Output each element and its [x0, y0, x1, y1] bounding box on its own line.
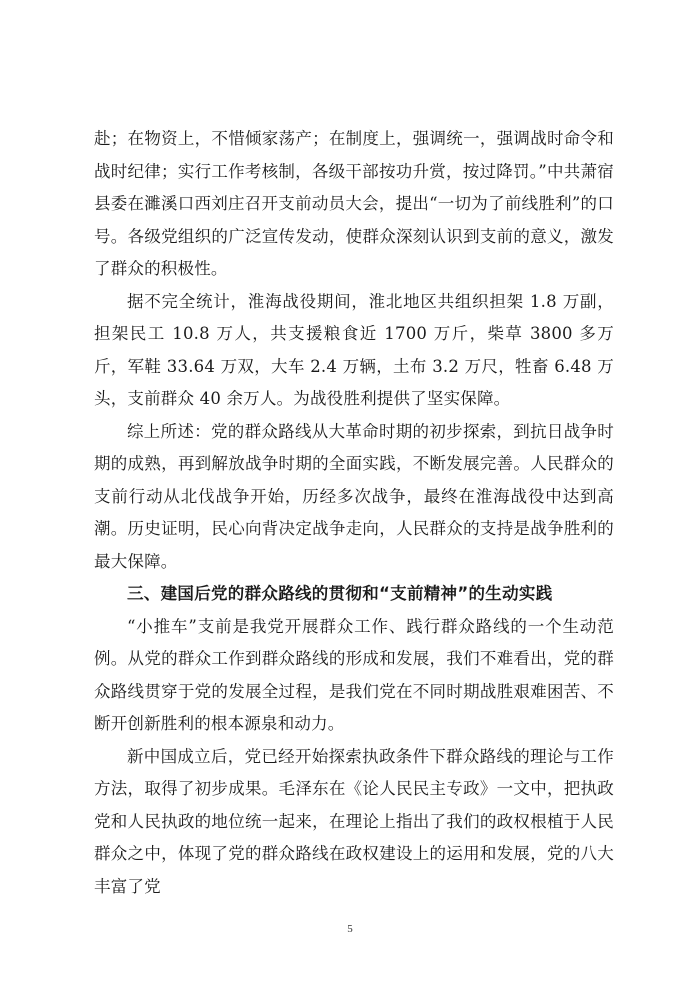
- paragraph-statistics: 据不完全统计，淮海战役期间，淮北地区共组织担架 1.8 万副，担架民工 10.8 万人，共支援粮食近 1700 万斤，柴草 3800 多万斤，军鞋 33.64 万双，大车 2.4 万辆，土布 3.2 万尺，牲畜 6.48 万头，支前群众 40 余万人。为战役胜利提供了坚实保障。: [94, 291, 614, 408]
- paragraph-wheelbarrow: “小推车”支前是我党开展群众工作、践行群众路线的一个生动范例。从党的群众工作到群众路线的形成和发展，我们不难看出，党的群众路线贯穿于党的发展全过程，是我们党在不同时期战胜艰难困苦、不断开创新胜利的根本源泉和动力。: [94, 616, 614, 733]
- paragraph-new-china: 新中国成立后，党已经开始探索执政条件下群众路线的理论与工作方法，取得了初步成果。毛泽东在《论人民民主专政》一文中，把执政党和人民执政的地位统一起来，在理论上指出了我们的政权根植于人民群众之中，体现了党的群众路线在政权建设上的运用和发展，党的八大丰富了党: [94, 746, 614, 896]
- section-heading: 三、建国后党的群众路线的贯彻和“支前精神”的生动实践: [127, 584, 553, 603]
- paragraph-summary: 综上所述：党的群众路线从大革命时期的初步探索，到抗日战争时期的成熟，再到解放战争时期的全面实践，不断发展完善。人民群众的支前行动从北伐战争开始，历经多次战争，最终在淮海战役中达到高潮。历史证明，民心向背决定战争走向，人民群众的支持是战争胜利的最大保障。: [94, 421, 614, 571]
- paragraph-continuation: 赴；在物资上，不惜倾家荡产；在制度上，强调统一，强调战时命令和战时纪律；实行工作考核制，各级干部按功升赏，按过降罚。”中共萧宿县委在濉溪口西刘庄召开支前动员大会，提出“一切为了前线胜利”的口号。各级党组织的广泛宣传发动，使群众深刻认识到支前的意义，激发了群众的积极性。: [94, 129, 614, 278]
- body-text: [94, 123, 614, 903]
- page-number: 5: [347, 923, 353, 935]
